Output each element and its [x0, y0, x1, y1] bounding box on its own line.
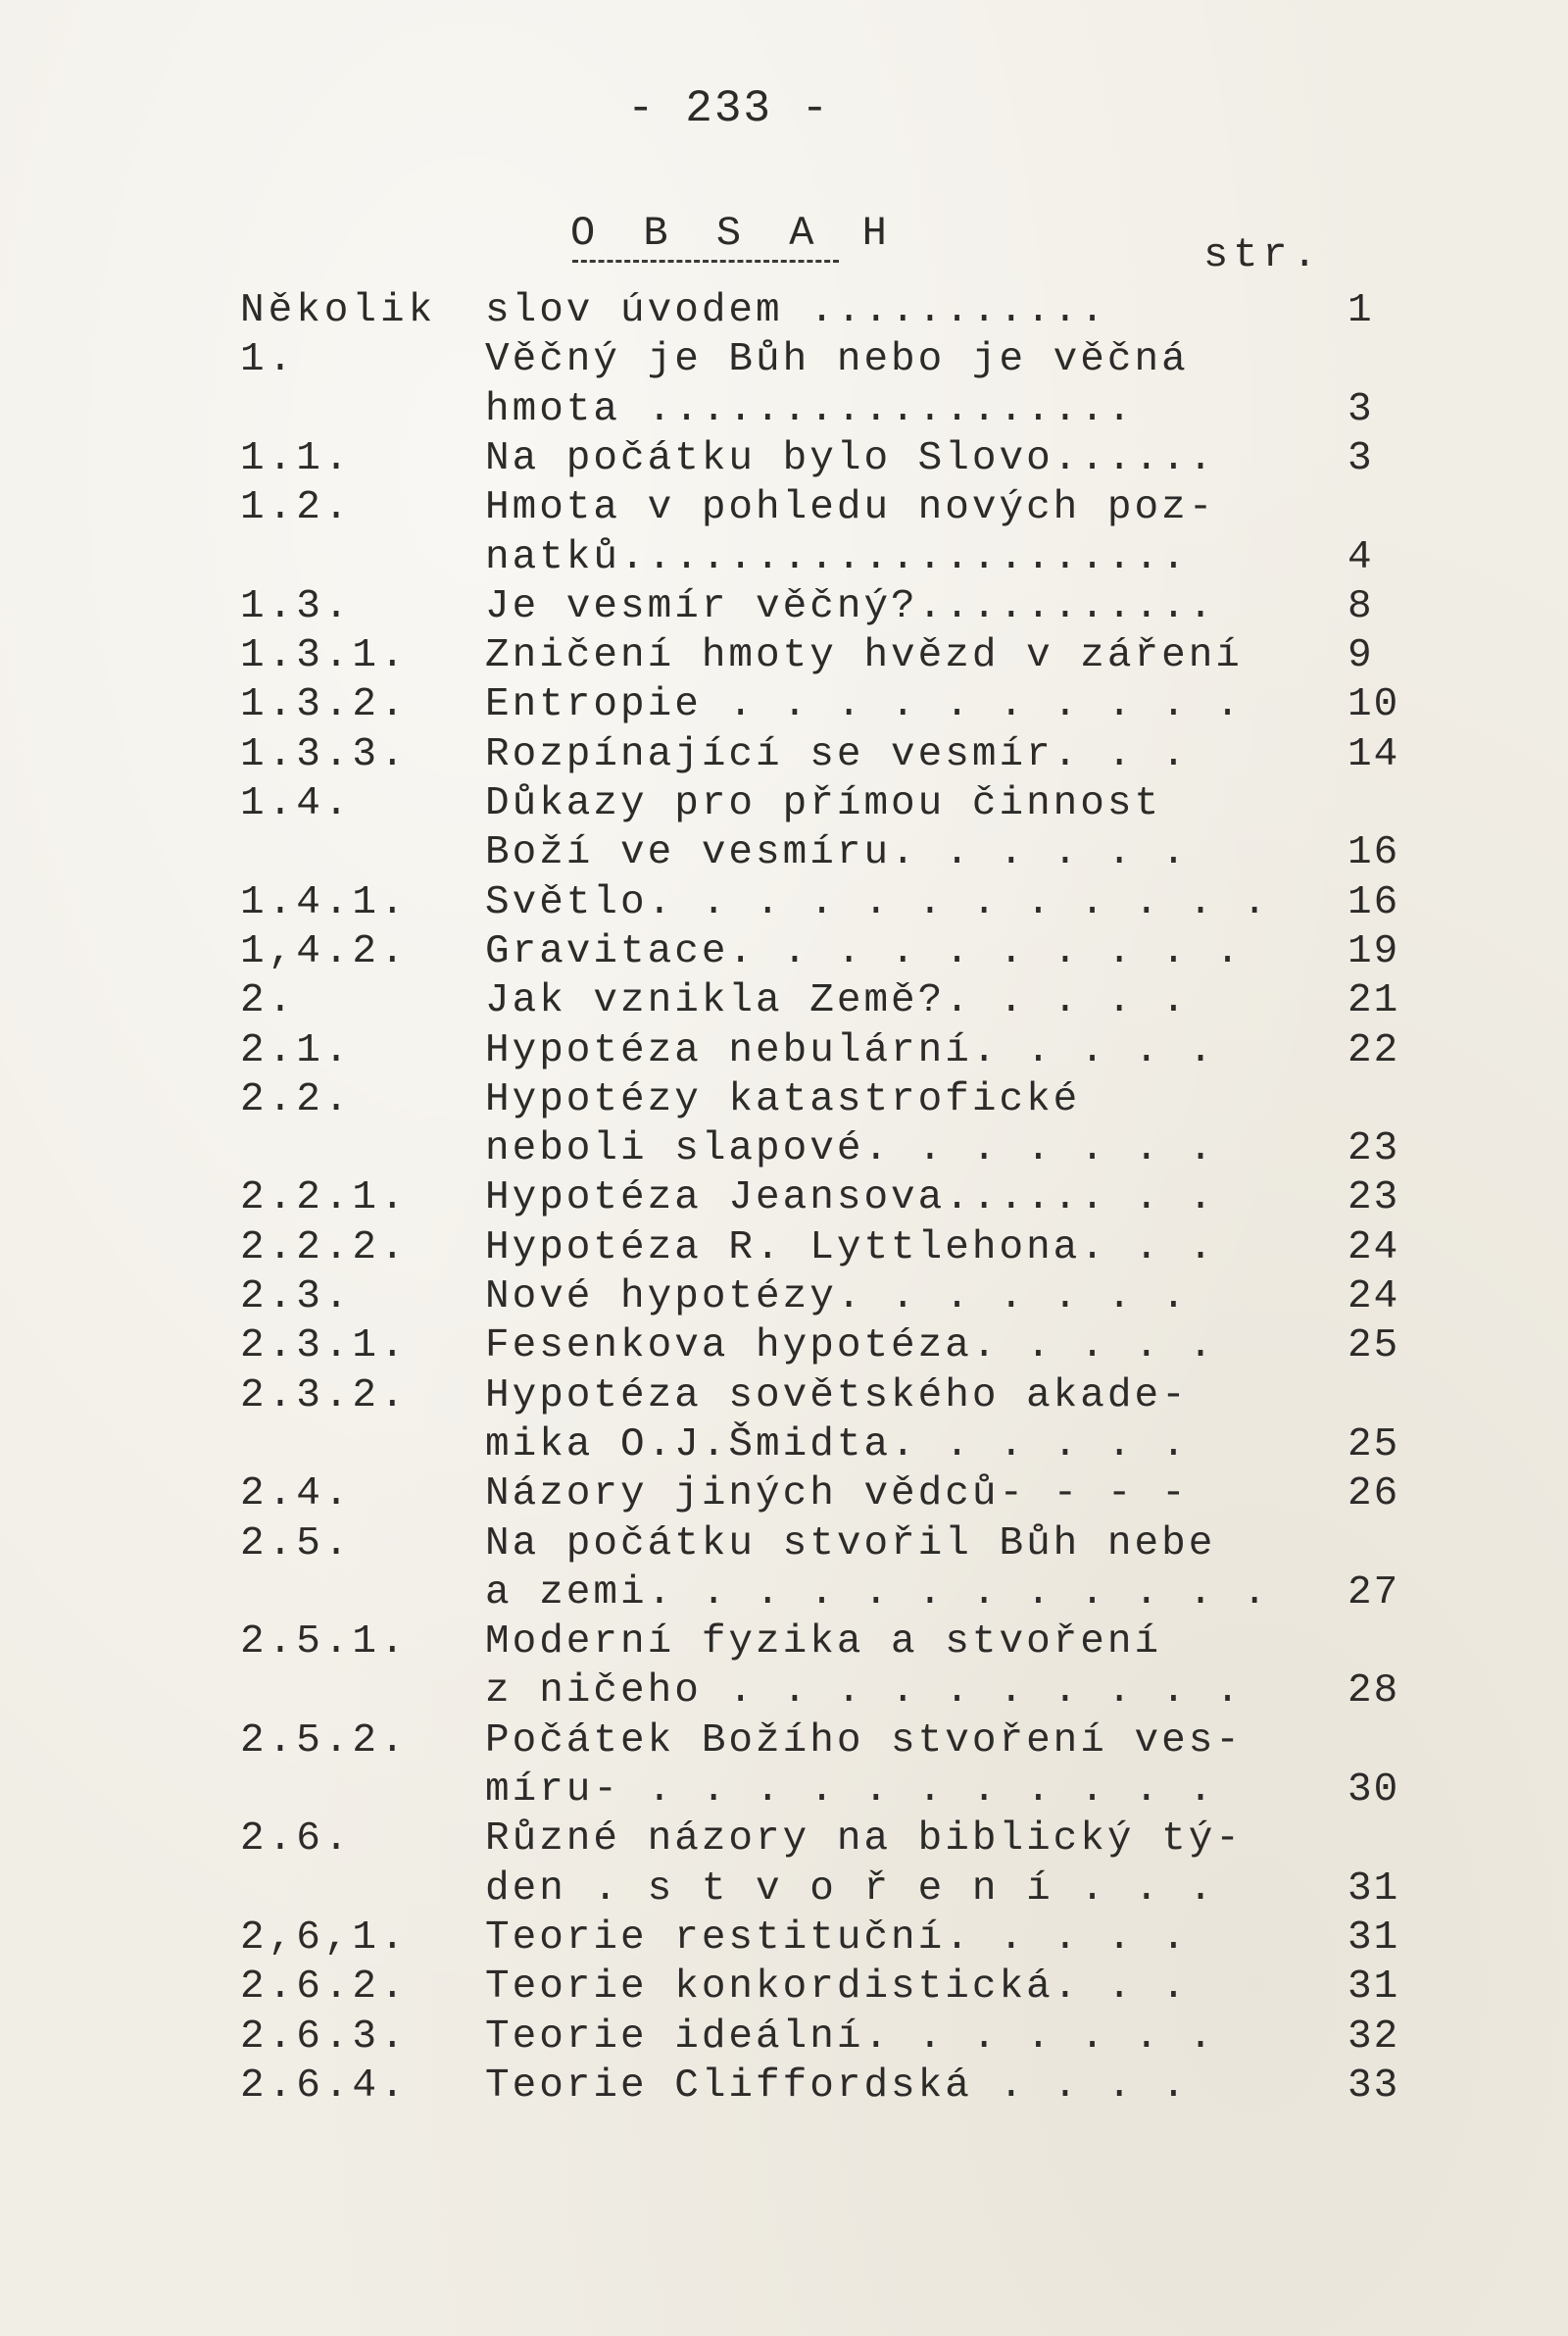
toc-title: Rozpínající se vesmír. . . [485, 732, 1189, 777]
toc-section-number: 2.6.4. [240, 2063, 409, 2109]
toc-title: Nové hypotézy. . . . . . . [485, 1274, 1189, 1319]
toc-title: Teorie konkordistická. . . [485, 1964, 1189, 2010]
toc-row [0, 878, 1568, 927]
toc-section-number: 2.5. [240, 1521, 353, 1566]
toc-page-number: 33 [1348, 2063, 1400, 2109]
toc-page-number: 4 [1348, 535, 1374, 580]
toc-page-number: 26 [1348, 1471, 1400, 1516]
toc-section-number: 1.4. [240, 781, 353, 826]
toc-title: Zničení hmoty hvězd v záření [485, 633, 1243, 678]
toc-title: mika O.J.Šmidta. . . . . . [485, 1422, 1189, 1467]
toc-page-number: 27 [1348, 1570, 1400, 1615]
toc-page-number: 31 [1348, 1915, 1400, 1961]
toc-title: den . s t v o ř e n í . . . [485, 1866, 1216, 1912]
toc-page-number: 16 [1348, 880, 1400, 925]
toc-title: natků..................... [485, 535, 1189, 580]
toc-title: Hypotéza nebulární. . . . . [485, 1028, 1216, 1073]
toc-title: Různé názory na biblický tý- [485, 1816, 1243, 1862]
toc-page-number: 23 [1348, 1126, 1400, 1171]
toc-title: Hypotéza Jeansova...... . . [485, 1175, 1216, 1220]
toc-row [0, 1617, 1568, 1666]
toc-page-number: 22 [1348, 1028, 1400, 1073]
toc-row [0, 1075, 1568, 1124]
toc-section-number: 1.4.1. [240, 880, 409, 925]
toc-page-number: 23 [1348, 1175, 1400, 1220]
toc-page-number: 3 [1348, 436, 1374, 481]
toc-row [0, 976, 1568, 1025]
toc-section-number: 2.2.2. [240, 1225, 409, 1270]
toc-page-number: 25 [1348, 1422, 1400, 1467]
toc-row [0, 2062, 1568, 2111]
toc-section-number: 2.1. [240, 1028, 353, 1073]
toc-page-number: 30 [1348, 1767, 1400, 1813]
toc-row [0, 1124, 1568, 1173]
toc-page-number: 8 [1348, 584, 1374, 629]
toc-section-number: 2.5.1. [240, 1619, 409, 1665]
toc-section-number: 2.3. [240, 1274, 353, 1319]
toc-section-number: 2.6. [240, 1816, 353, 1862]
toc-title: Na počátku stvořil Bůh nebe [485, 1521, 1216, 1566]
toc-row [0, 1814, 1568, 1864]
toc-section-number: 2.2. [240, 1077, 353, 1122]
toc-page-number: 31 [1348, 1866, 1400, 1912]
toc-page-number: 9 [1348, 633, 1374, 678]
toc-row [0, 1864, 1568, 1914]
toc-section-number: 2. [240, 978, 297, 1023]
toc-title: Moderní fyzika a stvoření [485, 1619, 1162, 1665]
toc-title: Počátek Božího stvoření ves- [485, 1718, 1243, 1764]
toc-title: hmota .................. [485, 387, 1135, 432]
toc-page-number: 24 [1348, 1225, 1400, 1270]
toc-row [0, 335, 1568, 384]
toc-title: slov úvodem ........... [485, 288, 1107, 333]
toc-row [0, 1321, 1568, 1370]
toc-page-number: 31 [1348, 1964, 1400, 2010]
toc-page-number: 1 [1348, 288, 1374, 333]
toc-page-number: 19 [1348, 929, 1400, 974]
toc-row [0, 1765, 1568, 1814]
toc-row [0, 1223, 1568, 1272]
toc-title: Světlo. . . . . . . . . . . . [485, 880, 1270, 925]
toc-row [0, 631, 1568, 680]
toc-title: Hmota v pohledu nových poz- [485, 485, 1216, 530]
toc-page-number: 25 [1348, 1323, 1400, 1368]
toc-title: Hypotézy katastrofické [485, 1077, 1081, 1122]
toc-page-number: 32 [1348, 2014, 1400, 2060]
toc-row [0, 828, 1568, 877]
toc-row [0, 1963, 1568, 2012]
toc-section-number: 1.3.3. [240, 732, 409, 777]
toc-row [0, 1173, 1568, 1222]
toc-title: Entropie . . . . . . . . . . [485, 682, 1243, 727]
toc-title: Teorie restituční. . . . . [485, 1915, 1189, 1961]
toc-title: Teorie Cliffordská . . . . [485, 2063, 1189, 2109]
toc-title: Hypotéza R. Lyttlehona. . . [485, 1225, 1216, 1270]
toc-row [0, 1371, 1568, 1420]
toc-section-number: 2.6.2. [240, 1964, 409, 2010]
toc-row [0, 1272, 1568, 1321]
toc-section-number: 1.1. [240, 436, 353, 481]
toc-page-number: 16 [1348, 830, 1400, 875]
toc-section-number: 1.3. [240, 584, 353, 629]
toc-title: Je vesmír věčný?........... [485, 584, 1216, 629]
toc-page-number: 10 [1348, 682, 1400, 727]
toc-page-number: 21 [1348, 978, 1400, 1023]
toc-section-number: 2.4. [240, 1471, 353, 1516]
toc-section-number: Několik [240, 288, 437, 333]
toc-section-number: 1.2. [240, 485, 353, 530]
toc-title: míru- . . . . . . . . . . . [485, 1767, 1216, 1813]
toc-section-number: 1. [240, 337, 297, 382]
toc-row [0, 1568, 1568, 1617]
toc-row [0, 927, 1568, 976]
toc-title: neboli slapové. . . . . . . [485, 1126, 1216, 1171]
toc-title: a zemi. . . . . . . . . . . . [485, 1570, 1270, 1615]
toc-row [0, 680, 1568, 729]
toc-section-number: 2.5.2. [240, 1718, 409, 1764]
toc-row [0, 434, 1568, 483]
toc-row [0, 730, 1568, 779]
toc-title: Věčný je Bůh nebo je věčná [485, 337, 1189, 382]
toc-title: Boží ve vesmíru. . . . . . [485, 830, 1189, 875]
toc-row [0, 1519, 1568, 1568]
toc-section-number: 2,6,1. [240, 1915, 409, 1961]
toc-row [0, 1666, 1568, 1715]
toc-section-number: 2.2.1. [240, 1175, 409, 1220]
toc-page-number: 14 [1348, 732, 1400, 777]
toc-title: Důkazy pro přímou činnost [485, 781, 1162, 826]
toc-row [0, 1716, 1568, 1765]
toc-row [0, 385, 1568, 434]
page-column-label: str. [1203, 231, 1322, 278]
toc-row [0, 779, 1568, 828]
page-number: - 233 - [627, 83, 831, 134]
toc-row [0, 286, 1568, 335]
toc-row [0, 483, 1568, 532]
toc-page-number: 28 [1348, 1668, 1400, 1714]
toc-row [0, 2013, 1568, 2062]
toc-page-number: 24 [1348, 1274, 1400, 1319]
toc-row [0, 1420, 1568, 1469]
toc-section-number: 2.6.3. [240, 2014, 409, 2060]
toc-title: Fesenkova hypotéza. . . . . [485, 1323, 1216, 1368]
toc-title: Gravitace. . . . . . . . . . [485, 929, 1243, 974]
toc-title: z ničeho . . . . . . . . . . [485, 1668, 1243, 1714]
toc-section-number: 1,4.2. [240, 929, 409, 974]
contents-heading: O B S A H [570, 210, 899, 257]
toc-section-number: 1.3.1. [240, 633, 409, 678]
toc-title: Jak vznikla Země?. . . . . [485, 978, 1189, 1023]
toc-row [0, 533, 1568, 582]
toc-page-number: 3 [1348, 387, 1374, 432]
toc-row [0, 582, 1568, 631]
toc-title: Názory jiných vědců- - - - [485, 1471, 1189, 1516]
toc-title: Na počátku bylo Slovo...... [485, 436, 1216, 481]
toc-row [0, 1026, 1568, 1075]
toc-section-number: 1.3.2. [240, 682, 409, 727]
toc-title: Teorie ideální. . . . . . . [485, 2014, 1216, 2060]
toc-section-number: 2.3.1. [240, 1323, 409, 1368]
toc-title: Hypotéza sovětského akade- [485, 1373, 1189, 1418]
toc-section-number: 2.3.2. [240, 1373, 409, 1418]
toc-row [0, 1469, 1568, 1518]
toc-row [0, 1914, 1568, 1963]
